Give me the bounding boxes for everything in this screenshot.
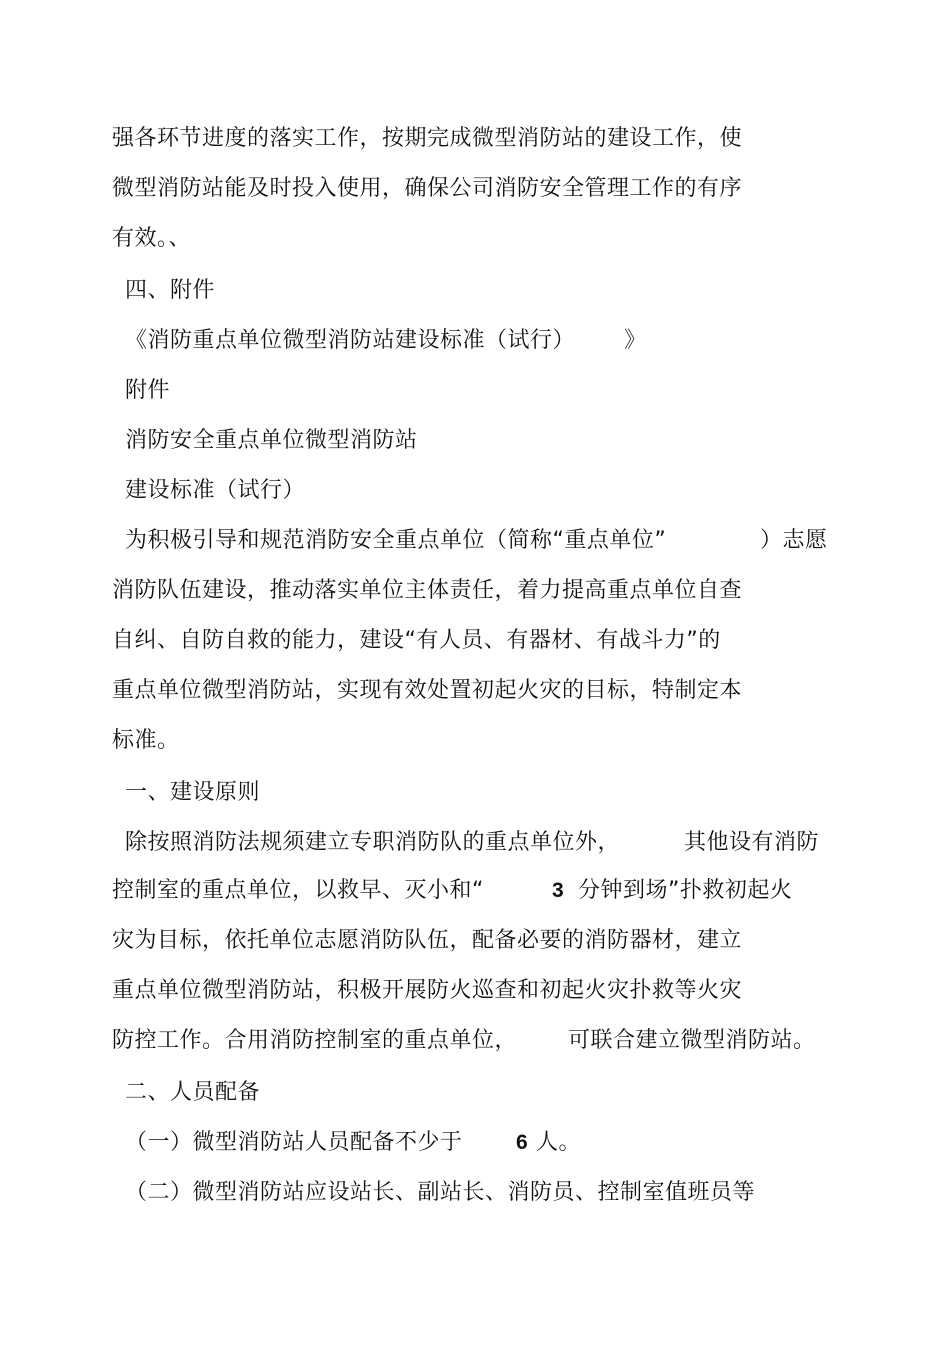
staffing-number-6: 6 (516, 1131, 529, 1154)
principles-line-4: 重点单位微型消防站，积极开展防火巡查和初起火灾扑救等火灾 (112, 978, 743, 1003)
principles-line-5a: 防控工作。合用消防控制室的重点单位， (112, 1028, 518, 1053)
paragraph-line-1: 强各环节进度的落实工作，按期完成微型消防站的建设工作，使 (112, 126, 743, 151)
standard-title-line-1: 消防安全重点单位微型消防站 (125, 428, 418, 453)
staffing-item-1a: （一）微型消防站人员配备不少于 (125, 1130, 463, 1155)
staffing-item-1b: 人。 (536, 1130, 582, 1155)
principles-line-5b: 可联合建立微型消防站。 (568, 1028, 816, 1053)
intro-line-2: 消防队伍建设，推动落实单位主体责任，着力提高重点单位自查 (112, 578, 743, 603)
attachment-label: 附件 (125, 378, 171, 403)
standard-title-line-2: 建设标准（试行） (125, 478, 306, 503)
intro-line-3: 自纠、自防自救的能力，建设“有人员、有器材、有战斗力”的 (112, 628, 721, 653)
principles-line-1a: 除按照消防法规须建立专职消防队的重点单位外， (125, 830, 621, 855)
section-heading-principles: 一、建设原则 (125, 780, 261, 805)
principles-line-1b: 其他设有消防 (684, 830, 820, 855)
staffing-item-2: （二）微型消防站应设站长、副站长、消防员、控制室值班员等 (125, 1180, 756, 1205)
paragraph-line-2: 微型消防站能及时投入使用，确保公司消防安全管理工作的有序 (112, 176, 743, 201)
principles-number-3: 3 (552, 879, 565, 902)
intro-line-1a: 为积极引导和规范消防安全重点单位（简称“重点单位” (125, 528, 667, 553)
section-heading-staffing: 二、人员配备 (125, 1080, 261, 1105)
principles-line-3: 灾为目标，依托单位志愿消防队伍，配备必要的消防器材，建立 (112, 928, 743, 953)
principles-line-2a: 控制室的重点单位，以救早、灭小和“ (112, 878, 484, 903)
attachment-title-open: 《消防重点单位微型消防站建设标准（试行） (125, 328, 576, 353)
attachment-title-close: 》 (624, 328, 647, 353)
intro-line-1b: ）志愿 (760, 528, 828, 553)
principles-line-2b: 分钟到场”扑救初起火 (578, 878, 793, 903)
paragraph-line-3: 有效。、 (112, 226, 192, 251)
intro-line-4: 重点单位微型消防站，实现有效处置初起火灾的目标，特制定本 (112, 678, 743, 703)
intro-line-5: 标准。 (112, 728, 180, 753)
section-heading-attachment: 四、附件 (125, 278, 216, 303)
